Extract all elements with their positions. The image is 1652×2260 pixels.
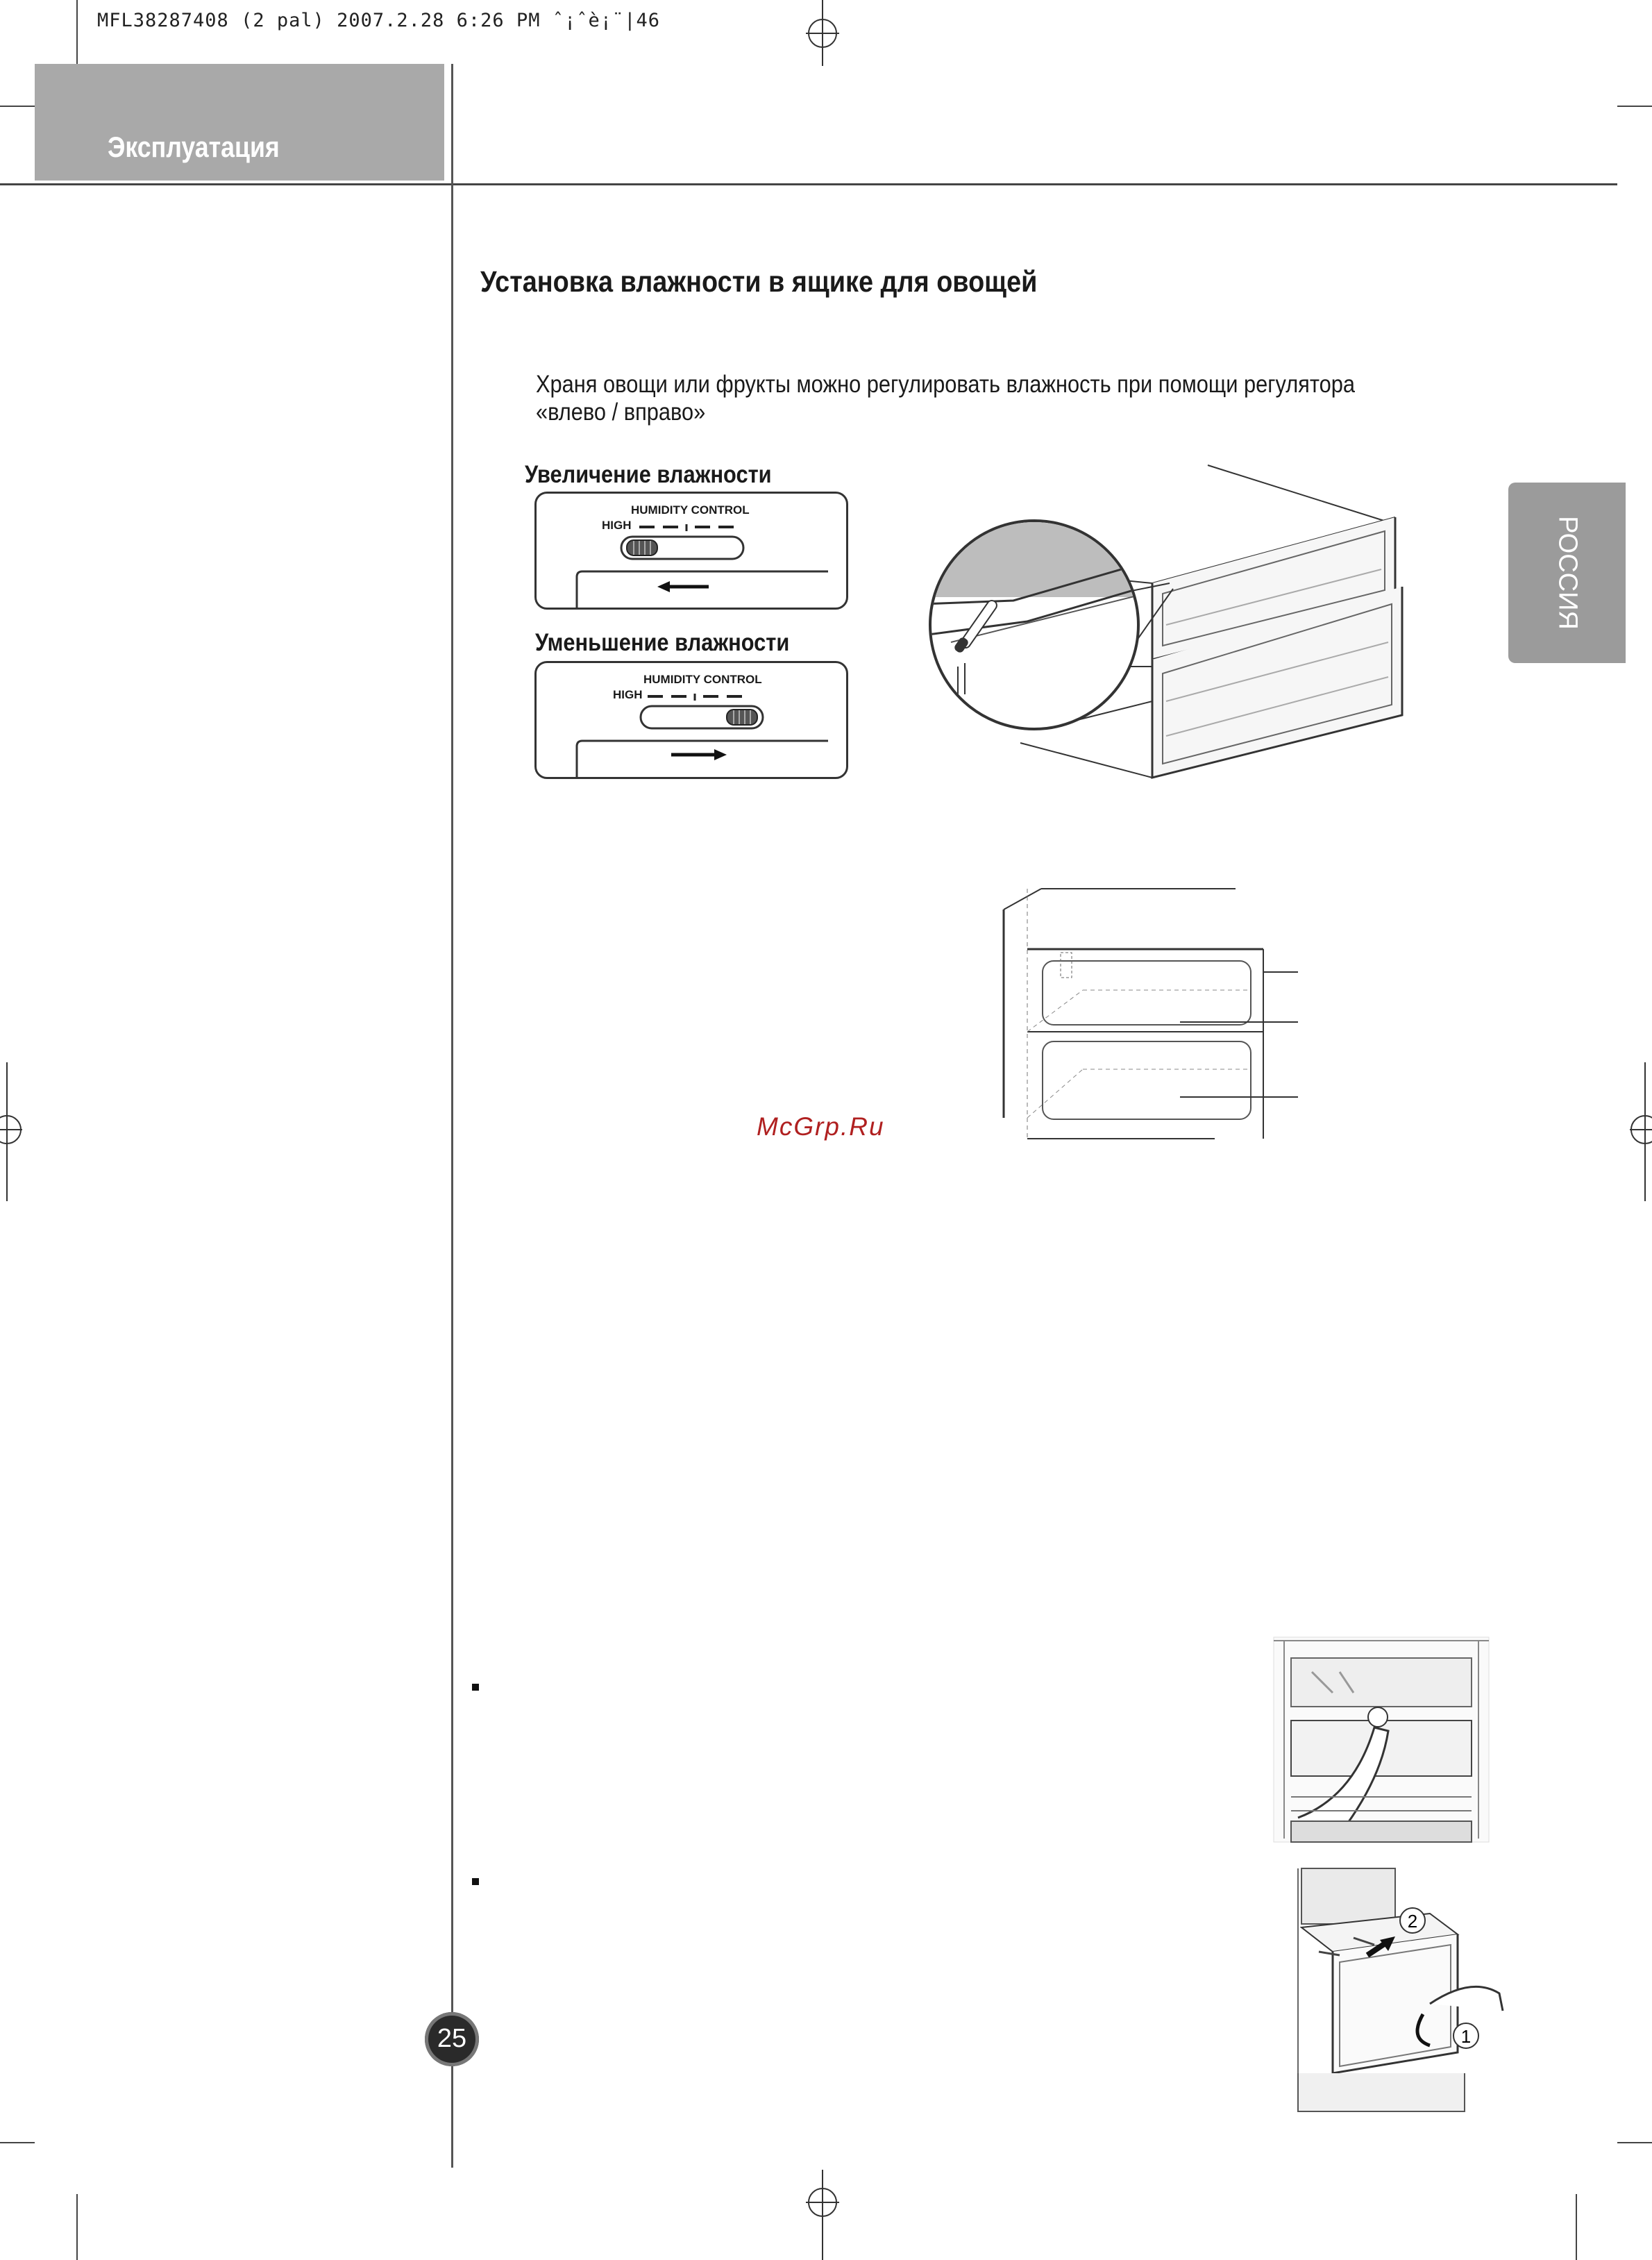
column-divider <box>451 64 453 2168</box>
drawer-removal-illustration-1 <box>1270 1637 1499 1845</box>
high-label-2: HIGH <box>613 688 643 701</box>
crop-line-left-bottom <box>76 2194 78 2260</box>
page-number: 25 <box>437 2024 467 2053</box>
decrease-humidity-label: Уменьшение влажности <box>535 629 790 656</box>
print-header: MFL38287408 (2 pal) 2007.2.28 6:26 PM ˆ¡ˆè¡¨|46 <box>97 10 661 31</box>
humidity-control-title: HUMIDITY CONTROL <box>631 503 750 517</box>
page-heading: Установка влажности в ящике для овощей <box>480 265 1038 299</box>
registration-mark-bottom <box>802 2170 843 2260</box>
section-tab <box>35 64 444 181</box>
increase-humidity-label: Увеличение влажности <box>525 461 772 488</box>
registration-mark-left <box>0 1062 28 1201</box>
arrow-right-icon <box>671 748 727 762</box>
language-tab-label: РОССИЯ <box>1553 516 1582 630</box>
crop-line-right-h2 <box>1617 2142 1652 2143</box>
bullet-1 <box>472 1684 479 1691</box>
increase-humidity-panel <box>534 492 848 610</box>
bullet-2 <box>472 1878 479 1885</box>
crop-line-left-h <box>0 106 35 107</box>
arrow-left-icon <box>657 580 713 594</box>
header-rule <box>0 183 1617 185</box>
registration-mark-right <box>1624 1062 1652 1201</box>
crop-line-right-h <box>1617 106 1652 107</box>
step-1-number: 1 <box>1460 2026 1472 2047</box>
drawer-schematic <box>1000 910 1333 1160</box>
step-2-number: 2 <box>1407 1911 1418 1932</box>
language-tab <box>1508 483 1626 663</box>
humidity-control-title-2: HUMIDITY CONTROL <box>643 673 762 686</box>
drawer-removal-illustration-2 <box>1291 1865 1520 2115</box>
decrease-humidity-panel <box>534 661 848 779</box>
intro-line-1: Храня овощи или фрукты можно регулировать влажность при помощи регулятора <box>536 371 1356 398</box>
crop-line-left-top <box>76 0 78 64</box>
section-title: Эксплуатация <box>108 131 280 163</box>
crop-line-right-bottom <box>1576 2194 1577 2260</box>
page-number-badge <box>425 2012 479 2066</box>
watermark: McGrp.Ru <box>757 1112 885 1141</box>
intro-text <box>536 371 1355 426</box>
high-label: HIGH <box>602 519 632 532</box>
crisper-drawer-illustration <box>909 465 1465 785</box>
registration-mark-top <box>802 0 843 69</box>
intro-line-2: «влево / вправо» <box>536 399 706 426</box>
crop-line-left-h2 <box>0 2142 35 2143</box>
